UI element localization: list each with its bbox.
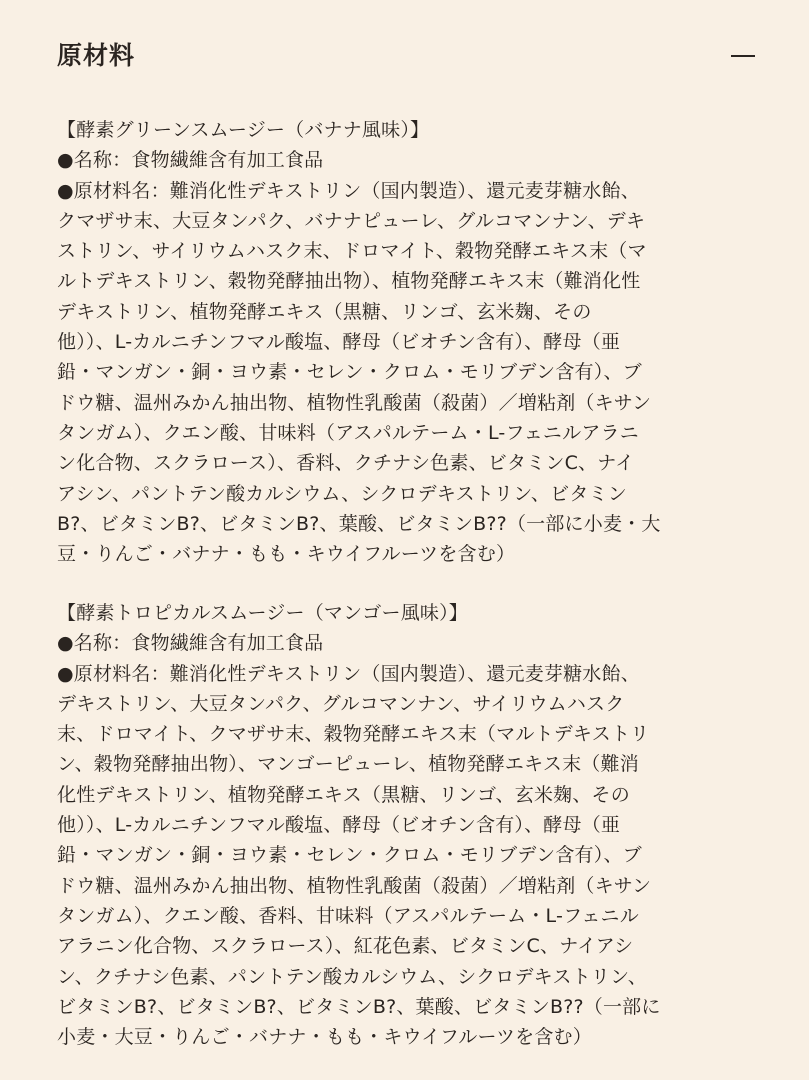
ingredient-line: B?、ビタミンB?、ビタミンB?、葉酸、ビタミンB??（一部に小麦・大 xyxy=(57,512,661,535)
ingredient-line: ン化合物、スクラロース）、香料、クチナシ色素、ビタミンC、ナイ xyxy=(57,452,635,475)
ingredient-line: ●名称：食物繊維含有加工食品 xyxy=(57,149,324,172)
ingredient-line: 鉛・マンガン・銅・ヨウ素・セレン・クロム・モリブデン含有）、ブ xyxy=(57,361,642,384)
ingredient-line: ●原材料名：難消化性デキストリン（国内製造）、還元麦芽糖水飴、 xyxy=(57,179,640,202)
product-ingredients-green xyxy=(57,115,757,569)
ingredient-line: タンガム）、クエン酸、甘味料（アスパルテーム・L-フェニルアラニ xyxy=(57,421,639,444)
ingredient-line: 豆・りんご・バナナ・もも・キウイフルーツを含む） xyxy=(57,543,516,566)
ingredient-line: アラニン化合物、スクラロース）、紅花色素、ビタミンC、ナイアシ xyxy=(57,935,634,958)
ingredient-line: 【酵素グリーンスムージー（バナナ風味）】 xyxy=(57,119,430,141)
product-ingredients-tropical xyxy=(57,598,757,1052)
ingredient-line: ビタミンB?、ビタミンB?、ビタミンB?、葉酸、ビタミンB??（一部に xyxy=(57,995,661,1018)
ingredient-line: クマザサ末、大豆タンパク、バナナピューレ、グルコマンナン、デキ xyxy=(57,209,646,232)
ingredient-line: アシン、パントテン酸カルシウム、シクロデキストリン、ビタミン xyxy=(57,482,627,505)
ingredient-line: デキストリン、大豆タンパク、グルコマンナン、サイリウムハスク xyxy=(57,692,625,715)
ingredient-line: デキストリン、植物発酵エキス（黒糖、リンゴ、玄米麹、その xyxy=(57,300,592,323)
ingredient-line: 末、ドロマイト、クマザサ末、穀物発酵エキス末（マルトデキストリ xyxy=(57,723,650,746)
ingredient-line: 【酵素トロピカルスムージー（マンゴー風味）】 xyxy=(57,602,469,624)
ingredient-line: ン、クチナシ色素、パントテン酸カルシウム、シクロデキストリン、 xyxy=(57,965,647,988)
ingredient-line: 小麦・大豆・りんご・バナナ・もも・キウイフルーツを含む） xyxy=(57,1026,592,1049)
ingredient-line: ●原材料名：難消化性デキストリン（国内製造）、還元麦芽糖水飴、 xyxy=(57,662,640,685)
ingredient-line: 化性デキストリン、植物発酵エキス（黒糖、リンゴ、玄米麹、その xyxy=(57,783,630,806)
ingredient-line: 他））、L-カルニチンフマル酸塩、酵母（ビオチン含有）、酵母（亜 xyxy=(57,331,621,354)
ingredient-line: ストリン、サイリウムハスク末、ドロマイト、穀物発酵エキス末（マ xyxy=(57,240,647,263)
minus-icon[interactable] xyxy=(731,55,755,57)
ingredient-line: 他））、L-カルニチンフマル酸塩、酵母（ビオチン含有）、酵母（亜 xyxy=(57,814,621,837)
ingredient-line: ドウ糖、温州みかん抽出物、植物性乳酸菌（殺菌）／増粘剤（キサン xyxy=(57,874,652,897)
section-title: 原材料 xyxy=(57,41,136,70)
ingredient-line: ●名称：食物繊維含有加工食品 xyxy=(57,632,324,655)
ingredient-line: タンガム）、クエン酸、香料、甘味料（アスパルテーム・L-フェニル xyxy=(57,904,639,927)
ingredient-line: ルトデキストリン、穀物発酵抽出物）、植物発酵エキス末（難消化性 xyxy=(57,270,641,293)
ingredient-line: ドウ糖、温州みかん抽出物、植物性乳酸菌（殺菌）／増粘剤（キサン xyxy=(57,391,652,414)
ingredient-line: 鉛・マンガン・銅・ヨウ素・セレン・クロム・モリブデン含有）、ブ xyxy=(57,844,642,867)
ingredient-line: ン、穀物発酵抽出物）、マンゴーピューレ、植物発酵エキス末（難消 xyxy=(57,753,639,776)
section-header[interactable] xyxy=(57,36,755,72)
